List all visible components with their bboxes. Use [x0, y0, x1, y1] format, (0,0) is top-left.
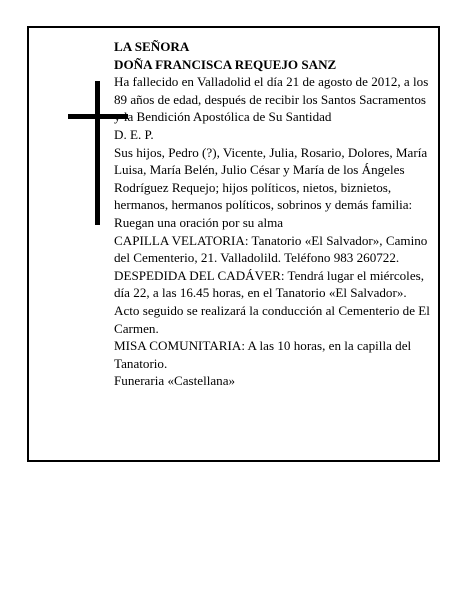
rip-line: D. E. P. — [114, 126, 154, 142]
funeraria-line: Funeraria «Castellana» — [114, 373, 236, 389]
capilla-info: CAPILLA VELATORIA: Tanatorio «El Salvador», Camino del Cementerio, 21. Valladolild. Teléfono 983 260722. — [114, 232, 428, 266]
prayer-line: Ruegan una oración por su alma — [114, 214, 284, 230]
despedida-info: DESPEDIDA DEL CADÁVER: Tendrá lugar el miércoles, día 22, a las 16.45 horas, en el Tanatorio «El Salvador». Acto seguido se realizará la conducción al Cementerio de El Carmen. — [114, 267, 430, 336]
death-notice: Ha fallecido en Valladolid el día 21 de agosto de 2012, a los 89 años de edad, después de recibir los Santos Sacramentos y la Bendición Apostólica de Su Santidad — [114, 74, 429, 125]
family-list: Sus hijos, Pedro (?), Vicente, Julia, Rosario, Dolores, María Luisa, María Belén, Julio César y María de los Ángeles Rodríguez Requejo; hijos políticos, nietos, biznietos, hermanos, hermanos políticos, sobrinos y demás familia: — [114, 144, 428, 213]
obituary-text — [114, 38, 430, 390]
title-line: LA SEÑORA — [114, 39, 190, 54]
deceased-name: DOÑA FRANCISCA REQUEJO SANZ — [114, 56, 337, 72]
misa-info: MISA COMUNITARIA: A las 10 horas, en la capilla del Tanatorio. — [114, 338, 412, 371]
